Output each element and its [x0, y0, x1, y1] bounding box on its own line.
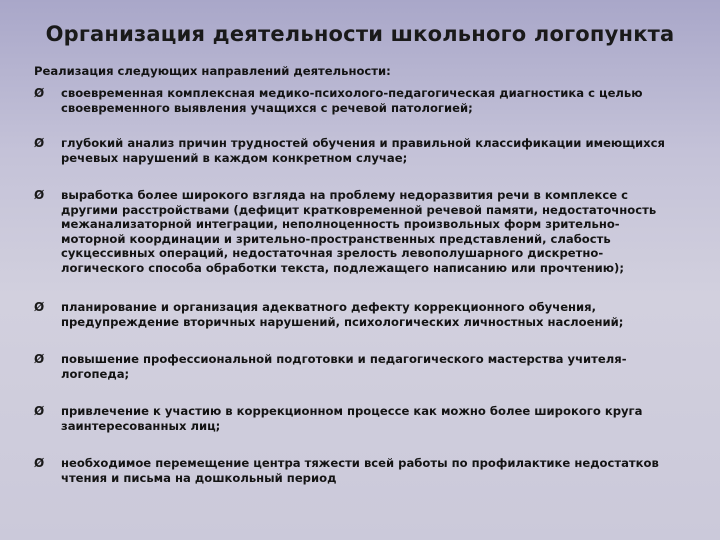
bullet-text [61, 136, 691, 165]
bullet-line: своевременного выявления учащихся с речевой патологией; [61, 100, 473, 115]
bullet-arrow-icon: Ø [34, 404, 45, 418]
bullet-text [61, 456, 691, 485]
bullet-line: выработка более широкого взгляда на проблему недоразвития речи в комплексе с [61, 188, 629, 202]
bullet-item [34, 188, 694, 275]
bullet-line: повышение профессиональной подготовки и педагогического мастерства учителя- [61, 352, 627, 366]
bullet-text [61, 86, 691, 115]
bullet-line: своевременная комплексная медико-психолого-педагогическая диагностика с целью [61, 86, 643, 100]
bullet-text [61, 404, 691, 433]
bullet-line: привлечение к участию в коррекционном процессе как можно более широкого круга [61, 404, 643, 418]
bullet-line: глубокий анализ причин трудностей обучения и правильной классификации имеющихся [61, 136, 665, 150]
bullet-arrow-icon: Ø [34, 352, 45, 366]
bullet-text [61, 352, 691, 381]
bullet-line: предупреждение вторичных нарушений, психологических личностных наслоений; [61, 314, 624, 329]
bullet-line: другими расстройствами (дефицит кратковременной речевой памяти, недостаточность [61, 202, 657, 217]
bullet-arrow-icon: Ø [34, 300, 45, 314]
bullet-item [34, 456, 694, 485]
bullet-arrow-icon: Ø [34, 86, 45, 100]
bullet-line: необходимое перемещение центра тяжести всей работы по профилактике недостатков [61, 456, 659, 470]
intro-text: Реализация следующих направлений деятельности: [34, 64, 391, 78]
bullet-item [34, 136, 694, 165]
bullet-line: логопеда; [61, 366, 130, 381]
bullet-line: чтения и письма на дошкольный период [61, 470, 337, 485]
bullet-arrow-icon: Ø [34, 188, 45, 202]
bullet-text [61, 188, 691, 275]
bullet-item [34, 404, 694, 433]
bullet-arrow-icon: Ø [34, 136, 45, 150]
bullet-item [34, 300, 694, 329]
bullet-text [61, 300, 691, 329]
bullet-line: логического способа обработки текста, подлежащего написанию или прочтению); [61, 260, 624, 275]
slide-title: Организация деятельности школьного логопункта [45, 22, 675, 46]
bullet-line: планирование и организация адекватного дефекту коррекционного обучения, [61, 300, 597, 314]
bullet-item [34, 86, 694, 115]
bullet-line: речевых нарушений в каждом конкретном случае; [61, 150, 408, 165]
bullet-arrow-icon: Ø [34, 456, 45, 470]
bullet-line: моторной координации и зрительно-пространственных представлений, слабость [61, 231, 611, 246]
bullet-item [34, 352, 694, 381]
bullet-line: заинтересованных лиц; [61, 418, 221, 433]
bullet-line: сукцессивных операций, недостаточная зрелость левополушарного дискретно- [61, 246, 604, 260]
bullet-line: межанализаторной интеграции, неполноценность произвольных форм зрительно- [61, 217, 620, 231]
